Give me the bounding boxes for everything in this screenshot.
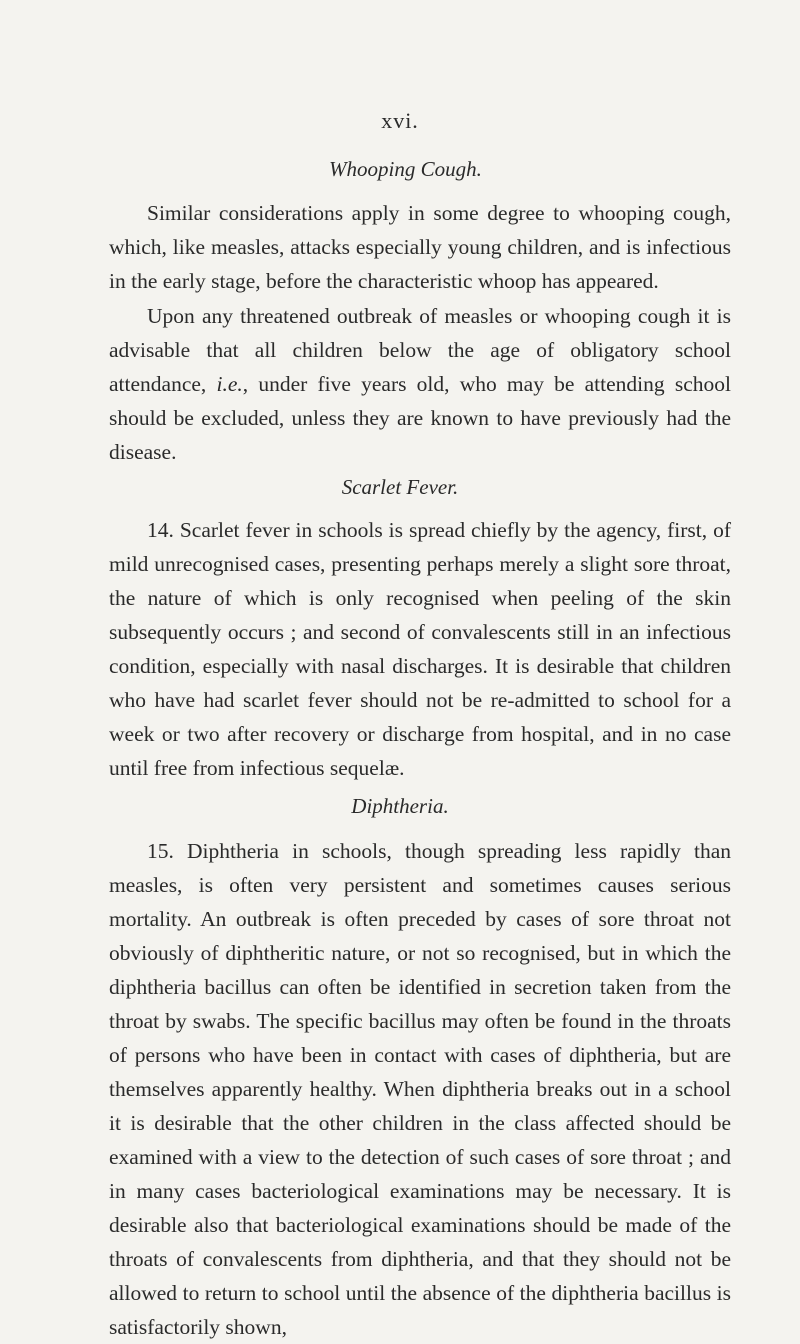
diphtheria-paragraph: 15. Diphtheria in schools, though spreading less rapidly than measles, is often very persistent and sometimes causes serious mortality. An outbreak is often preceded by cases of sore throat not obviously of diphtheritic nature, or not so recognised, but in which the diphtheria bacillus can often be identified in secretion taken from the throat by swabs. The specific bacillus may often be found in the throats of persons who have been in contact with cases of diphtheria, but are themselves apparently healthy. When diphtheria breaks out in a school it is desirable that the other children in the class affected should be examined with a view to the detection of such cases of sore throat ; and in many cases bacteriological examinations may be necessary. It is desirable also that bacteriological examinations should be made of the throats of convalescents from diphtheria, and that they should not be allowed to return to school until the absence of the diphtheria bacillus is satisfactorily shown,	[109, 839, 731, 1339]
whooping-cough-paragraph-2	[109, 299, 731, 469]
ie-abbreviation: i.e.	[216, 372, 243, 396]
scarlet-fever-paragraph: 14. Scarlet fever in schools is spread chiefly by the agency, first, of mild unrecognised cases, presenting perhaps merely a slight sore throat, the nature of which is only recognised when peeling of the skin subsequently occurs ; and second of convalescents still in an infectious condition, especially with nasal discharges. It is desirable that children who have had scarlet fever should not be re-admitted to school for a week or two after recovery or discharge from hospital, and in no case until free from infectious sequelæ.	[109, 518, 731, 780]
section-heading-whooping-cough: Whooping Cough.	[329, 157, 482, 181]
section-heading-scarlet-fever: Scarlet Fever.	[341, 475, 459, 499]
whooping-cough-paragraph-2-end: , under five years old, who may be attending school should be excluded, unless they are known to have previously had the disease.	[109, 372, 731, 464]
page-number: xvi.	[381, 108, 419, 133]
section-heading-diphtheria: Diphtheria.	[351, 794, 449, 818]
whooping-cough-paragraph-1: Similar considerations apply in some degree to whooping cough, which, like measles, attacks especially young children, and is infectious in the early stage, before the characteristic whoop has appeared.	[109, 201, 731, 293]
whooping-cough-paragraph-2-start: Upon any threatened outbreak of measles or whooping cough it is advisable that all children below the age of obligatory school attendance,	[109, 304, 731, 396]
